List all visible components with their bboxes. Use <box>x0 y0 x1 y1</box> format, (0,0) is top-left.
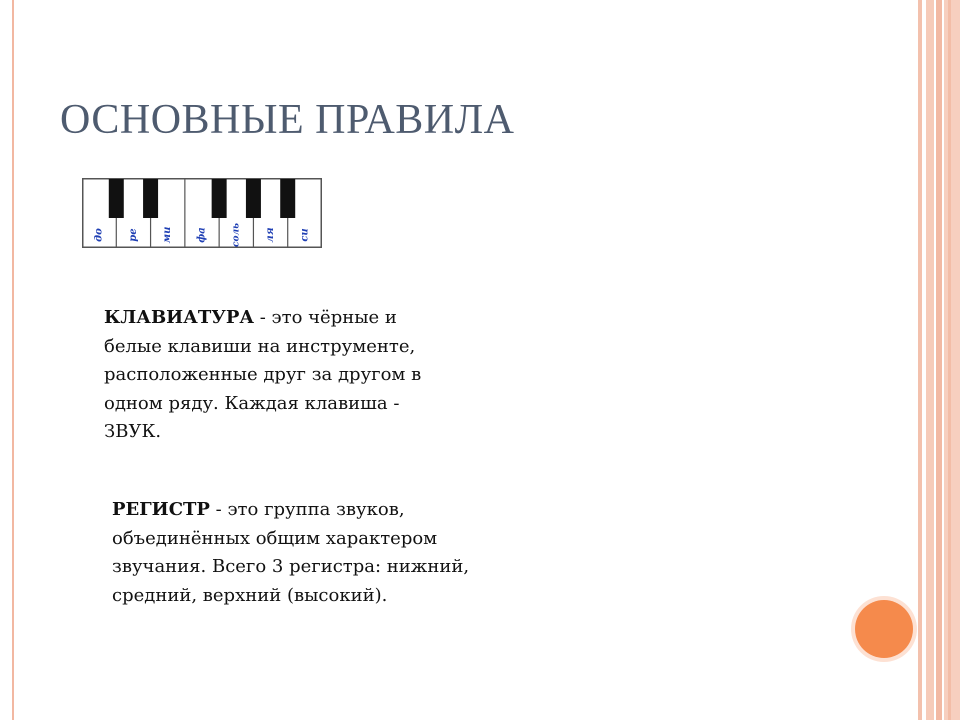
key-label: соль <box>231 222 242 248</box>
definition-line: - это чёрные и <box>254 307 397 328</box>
piano-keyboard-illustration <box>82 178 322 248</box>
right-decorative-stripe <box>944 0 960 720</box>
black-key <box>246 179 261 218</box>
register-definition <box>112 496 552 610</box>
key-label: до <box>93 228 105 242</box>
right-decorative-stripe <box>918 0 922 720</box>
definition-line: - это группа звуков, <box>209 499 405 520</box>
slide-title: ОСНОВНЫЕ ПРАВИЛА <box>60 97 515 143</box>
definition-line: одном ряду. Каждая клавиша - <box>104 392 400 414</box>
definition-line: расположенные друг за другом в <box>104 364 422 385</box>
definition-line: объединённых общим характером <box>112 527 438 549</box>
term-register: РЕГИСТР <box>112 499 210 520</box>
key-label: си <box>299 228 311 242</box>
key-label: ля <box>265 227 277 243</box>
key-label: ми <box>162 226 174 244</box>
black-key <box>212 179 227 218</box>
term-keyboard: КЛАВИАТУРА <box>104 307 255 328</box>
definition-line: средний, верхний (высокий). <box>112 584 388 606</box>
key-label: фа <box>196 227 208 243</box>
decorative-orange-circle <box>855 600 913 658</box>
right-decorative-stripe <box>926 0 934 720</box>
definition-line: звучания. Всего 3 регистра: нижний, <box>112 556 470 577</box>
keyboard-definition <box>104 304 504 447</box>
black-key <box>280 179 295 218</box>
definition-line: ЗВУК. <box>104 421 162 442</box>
right-decorative-stripe <box>936 0 942 720</box>
black-key <box>143 179 158 218</box>
right-decorative-stripe <box>948 0 951 720</box>
left-border-line <box>12 0 14 720</box>
black-key <box>109 179 124 218</box>
key-label: ре <box>127 228 139 242</box>
definition-line: белые клавиши на инструменте, <box>104 335 416 357</box>
